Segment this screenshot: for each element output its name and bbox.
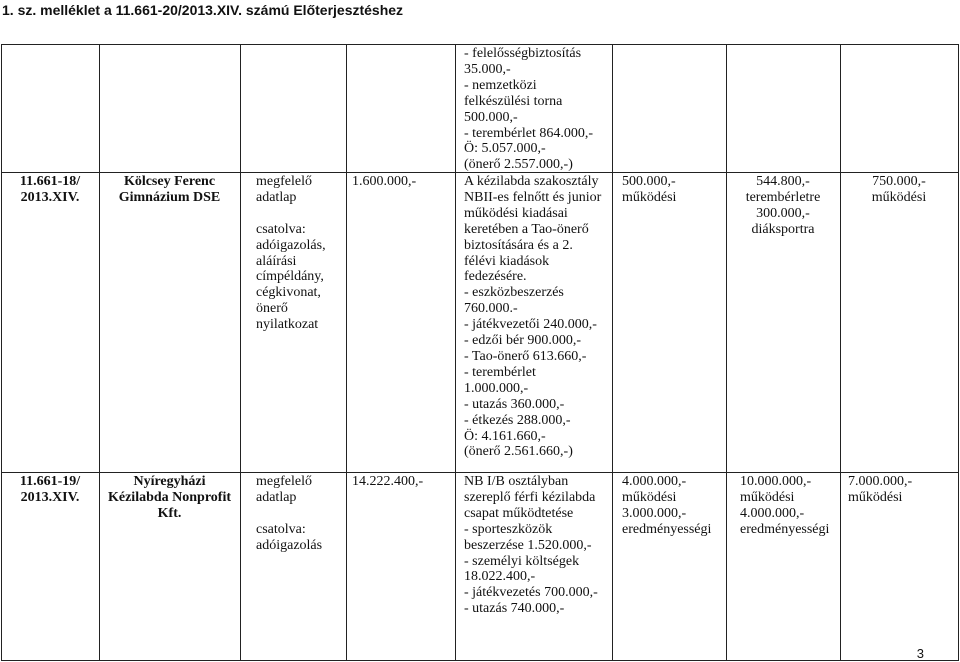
support-purpose: A kézilabda szakosztály NBII-es felnőtt és junior működési kiadásai keretében a Tao-önerő biztosítására és a 2. félévi kiadások fedezésére. - eszközbeszerzés 760.000.- - játékvezetői 240.000,- - edzői bér 900.000,- - Tao-önerő 613.660,- - terembérlet 1.000.000,- - utazás 360.000,- - étkezés 288.000,- Ö: 4.161.660,- (önerő 2.561.660,-) bbox=[464, 174, 602, 460]
amount-column-6: 500.000,- működési bbox=[622, 174, 677, 205]
amount-column-7: 10.000.000,- működési 4.000.000,- eredményességi bbox=[740, 474, 830, 537]
requested-amount: 14.222.400,- bbox=[352, 474, 424, 489]
amount-column-8: 750.000,- működési bbox=[871, 174, 927, 205]
requested-amount: 1.600.000,- bbox=[352, 174, 417, 189]
amount-column-7: 544.800,- terembérletre 300.000,- diáksportra bbox=[745, 174, 821, 237]
attached-documents: megfelelő adatlap csatolva: adóigazolás bbox=[256, 474, 323, 553]
continuation-purpose: - felelősségbiztosítás 35.000,- - nemzetközi felkészülési torna 500.000,- - terembérlet 864.000,- Ö: 5.057.000,- (önerő 2.557.000,-) bbox=[464, 46, 594, 173]
document-header: 1. sz. melléklet a 11.661-20/2013.XIV. számú Előterjesztéshez bbox=[2, 2, 404, 18]
amount-column-8: 7.000.000,- működési bbox=[848, 474, 913, 505]
row-id: 11.661-19/ 2013.XIV. bbox=[19, 474, 81, 505]
applicant-name: Nyíregyházi Kézilabda Nonprofit Kft. bbox=[107, 474, 232, 521]
attached-documents: megfelelő adatlap csatolva: adóigazolás, aláírási címpéldány, cégkivonat, önerő nyilatkozat bbox=[256, 174, 326, 333]
amount-column-6: 4.000.000,- működési 3.000.000,- eredményességi bbox=[622, 474, 712, 537]
page-number: 3 bbox=[916, 646, 924, 661]
support-purpose: NB I/B osztályban szereplő férfi kézilabda csapat működtetése - sporteszközök beszerzése 1.520.000,- - személyi költségek 18.022.400,- - játékvezetés 700.000,- - utazás 740.000,- bbox=[464, 474, 598, 617]
row-id: 11.661-18/ 2013.XIV. bbox=[19, 174, 81, 205]
applicant-name: Kölcsey Ferenc Gimnázium DSE bbox=[118, 174, 221, 205]
